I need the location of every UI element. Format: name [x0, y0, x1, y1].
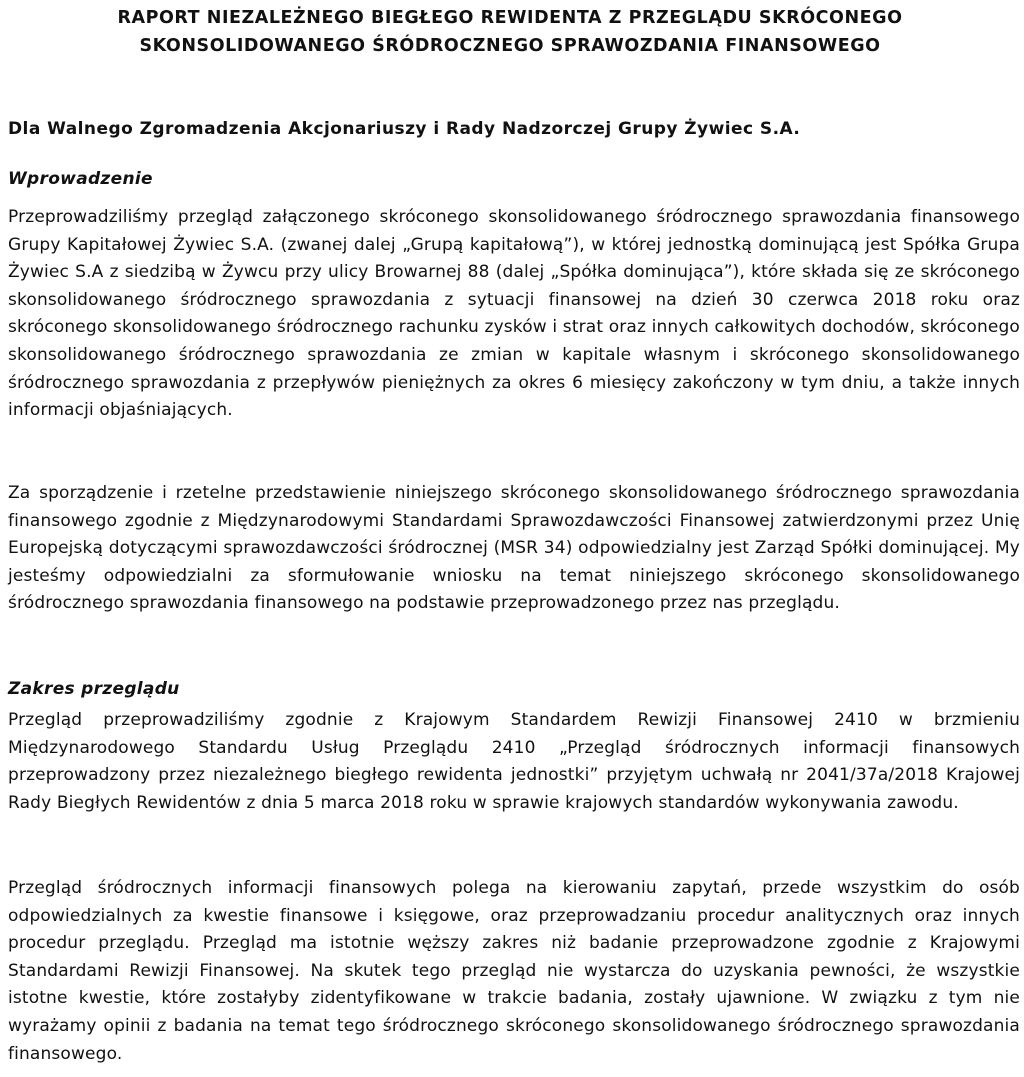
- section-heading-review-scope: Zakres przeglądu: [8, 679, 180, 699]
- report-title: [10, 4, 1010, 60]
- paragraph-introduction-1: Przeprowadziliśmy przegląd załączonego skróconego skonsolidowanego śródrocznego sprawozdania finansowego Grupy Kapitałowej Żywiec S.A. (zwanej dalej „Grupą kapitałową”), w której jednostką dominującą jest Spółka Grupa Żywiec S.A z siedzibą w Żywcu przy ulicy Browarnej 88 (dalej „Spółka dominująca”), które składa się ze skróconego skonsolidowanego śródrocznego sprawozdania z sytuacji finansowej na dzień 30 czerwca 2018 roku oraz skróconego skonsolidowanego śródrocznego rachunku zysków i strat oraz innych całkowitych dochodów, skróconego skonsolidowanego śródrocznego sprawozdania ze zmian w kapitale własnym i skróconego skonsolidowanego śródrocznego sprawozdania z przepływów pieniężnych za okres 6 miesięcy zakończony w tym dniu, a także innych informacji objaśniających.: [8, 207, 1020, 421]
- paragraph-review-scope-2: Przegląd śródrocznych informacji finansowych polega na kierowaniu zapytań, przede wszystkim do osób odpowiedzialnych za kwestie finansowe i księgowe, oraz przeprowadzaniu procedur analitycznych oraz innych procedur przeglądu. Przegląd ma istotnie węższy zakres niż badanie przeprowadzone zgodnie z Krajowymi Standardami Rewizji Finansowej. Na skutek tego przegląd nie wystarcza do uzyskania pewności, że wszystkie istotne kwestie, które zostałyby zidentyfikowane w trakcie badania, zostały ujawnione. W związku z tym nie wyrażamy opinii z badania na temat tego śródrocznego skróconego skonsolidowanego śródrocznego sprawozdania finansowego.: [8, 878, 1020, 1064]
- report-title-line-1: RAPORT NIEZALEŻNEGO BIEGŁEGO REWIDENTA Z PRZEGLĄDU SKRÓCONEGO: [117, 8, 903, 28]
- section-heading-introduction: Wprowadzenie: [8, 169, 153, 189]
- report-title-line-2: SKONSOLIDOWANEGO ŚRÓDROCZNEGO SPRAWOZDANIA FINANSOWEGO: [139, 36, 881, 56]
- paragraph-review-scope-1: Przegląd przeprowadziliśmy zgodnie z Krajowym Standardem Rewizji Finansowej 2410 w brzmieniu Międzynarodowego Standardu Usług Przeglądu 2410 „Przegląd śródrocznych informacji finansowych przeprowadzony przez niezależnego biegłego rewidenta jednostki” przyjętym uchwałą nr 2041/37a/2018 Krajowej Rady Biegłych Rewidentów z dnia 5 marca 2018 roku w sprawie krajowych standardów wykonywania zawodu.: [8, 710, 1020, 813]
- paragraph-introduction-2: Za sporządzenie i rzetelne przedstawienie niniejszego skróconego skonsolidowanego śródrocznego sprawozdania finansowego zgodnie z Międzynarodowymi Standardami Sprawozdawczości Finansowej zatwierdzonymi przez Unię Europejską dotyczącymi sprawozdawczości śródrocznej (MSR 34) odpowiedzialny jest Zarząd Spółki dominującej. My jesteśmy odpowiedzialni za sformułowanie wniosku na temat niniejszego skróconego skonsolidowanego śródrocznego sprawozdania finansowego na podstawie przeprowadzonego przez nas przeglądu.: [8, 483, 1020, 614]
- addressee-line: Dla Walnego Zgromadzenia Akcjonariuszy i Rady Nadzorczej Grupy Żywiec S.A.: [8, 119, 801, 139]
